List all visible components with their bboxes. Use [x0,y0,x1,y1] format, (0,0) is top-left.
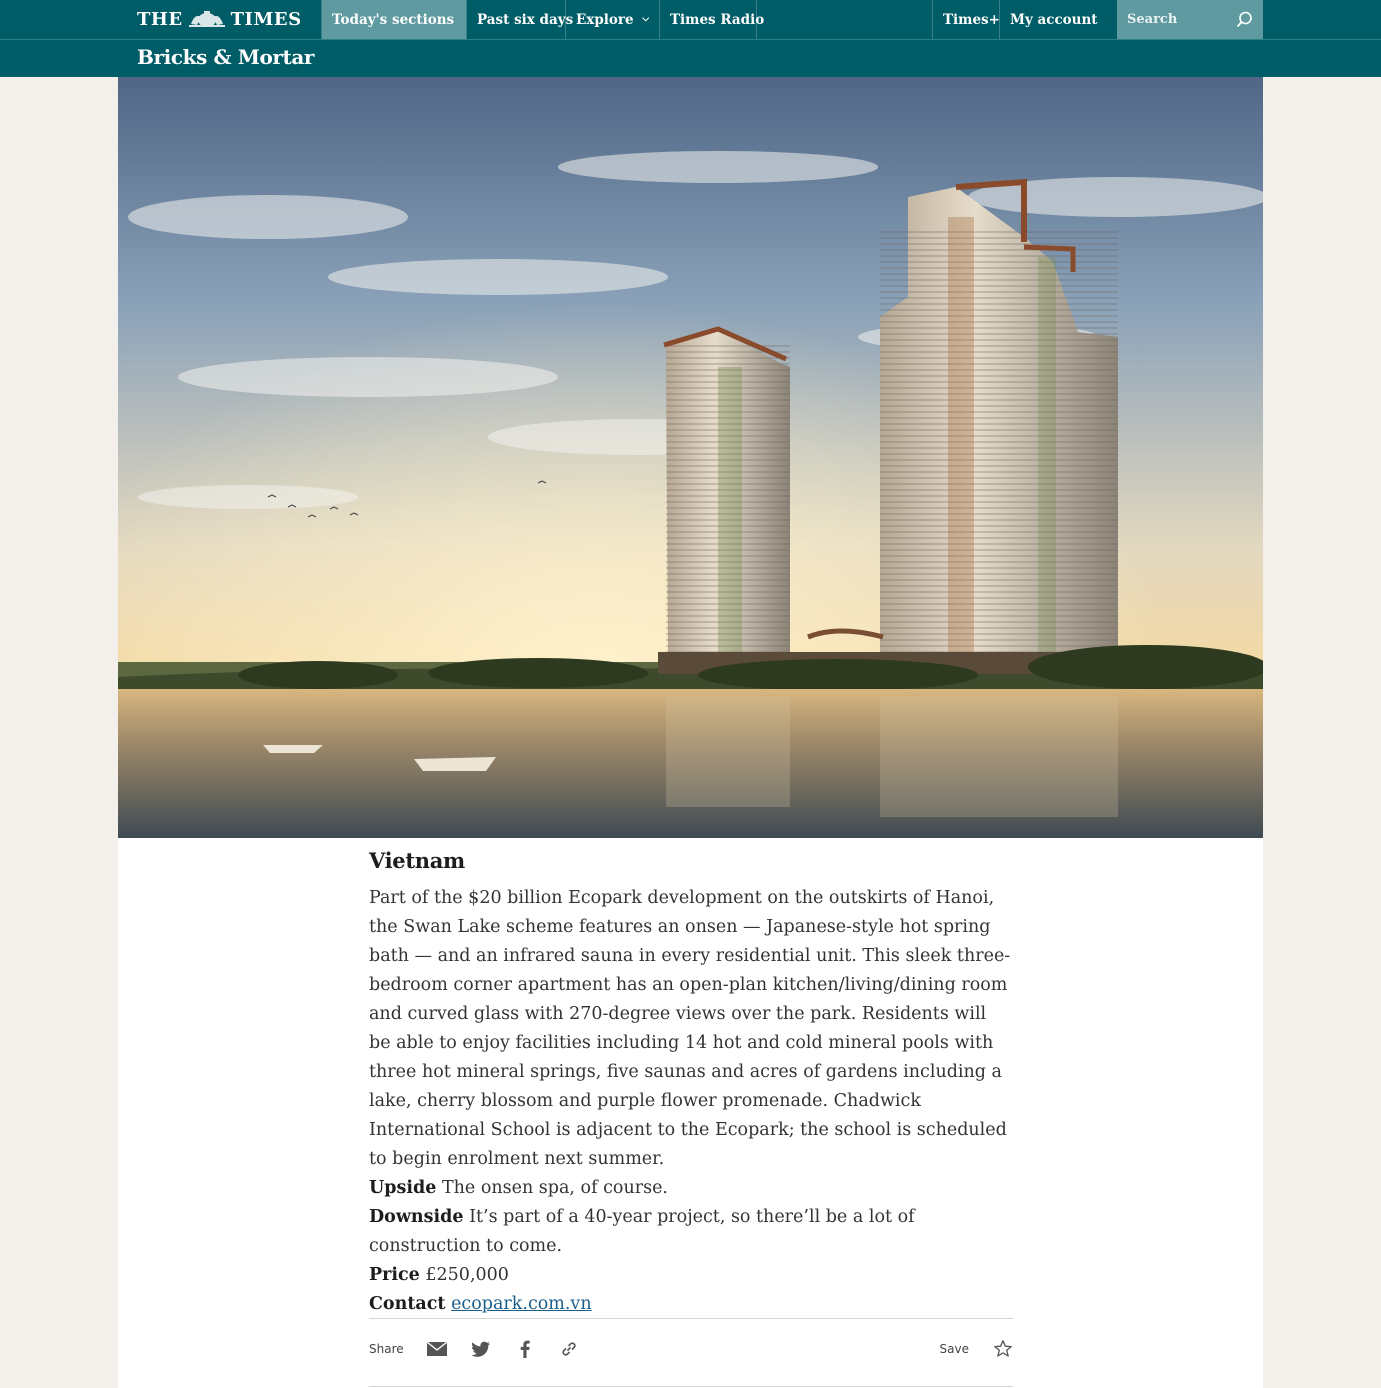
nav-label: Times Radio [670,11,765,28]
price-line [369,1261,1013,1290]
article-paragraph: Part of the $20 billion Ecopark development on the outskirts of Hanoi, the Swan Lake scheme features an onsen — Japanese-style hot spring bath — and an infrared sauna in every residential unit. This sleek three-bedroom corner apartment has an open-plan kitchen/living/dining room and curved glass with 270-degree views over the park. Residents will be able to enjoy facilities including 14 hot and cold mineral pools with three hot mineral springs, five saunas and acres of gardens including a lake, cherry blossom and purple flower promenade. Chadwick International School is adjacent to the Ecopark; the school is scheduled to begin enrolment next summer. [369,888,1011,1169]
contact-line [369,1290,1013,1319]
save-label: Save [939,1342,969,1356]
star-icon [993,1339,1013,1359]
facebook-icon[interactable] [514,1339,536,1359]
downside-label: Downside [369,1207,464,1227]
nav-times-radio[interactable] [660,0,765,39]
nav-explore[interactable] [566,0,660,39]
upside-label: Upside [369,1178,437,1198]
chevron-down-icon [1106,15,1107,24]
save-button[interactable] [940,1332,1013,1366]
search-box[interactable] [1117,0,1263,39]
nav-past-six-days[interactable] [467,0,574,39]
link-icon[interactable] [558,1339,580,1359]
chevron-down-icon [642,15,649,24]
contact-link[interactable]: ecopark.com.vn [451,1294,592,1314]
share-toolbar [369,1332,1013,1366]
logo-text-times: TIMES [230,8,302,30]
upside-line [369,1174,1013,1203]
downside-line [369,1203,1013,1261]
price-label: Price [369,1265,420,1285]
search-input[interactable] [1127,12,1231,27]
section-title[interactable]: Bricks & Mortar [137,45,315,69]
lakeside-towers-image [118,77,1263,838]
nav-my-account[interactable] [1000,0,1117,39]
hero-image [118,77,1263,838]
article-body [369,848,1013,1319]
email-icon[interactable] [426,1339,448,1359]
share-label: Share [369,1342,404,1356]
share-divider-top [369,1318,1013,1319]
nav-label: Explore [576,11,634,28]
royal-crest-icon [185,9,229,29]
downside-text: It’s part of a 40-year project, so there’ll be a lot of construction to come. [369,1207,915,1256]
share-divider-bottom [369,1386,1013,1387]
logo-text-the: THE [137,8,183,30]
upside-text: The onsen spa, of course. [441,1178,668,1198]
twitter-icon[interactable] [470,1339,492,1359]
nav-label: Times+ [943,11,1000,28]
price-text: £250,000 [425,1265,509,1285]
nav-times-plus[interactable] [932,0,1000,39]
nav-label: My account [1010,11,1098,28]
nav-label: Past six days [477,11,574,28]
contact-label: Contact [369,1294,446,1314]
article-heading: Vietnam [369,848,465,873]
search-icon[interactable] [1236,11,1253,28]
nav-label: Today's sections [332,11,455,28]
nav-todays-sections[interactable] [321,0,467,39]
the-times-logo[interactable] [137,8,302,30]
